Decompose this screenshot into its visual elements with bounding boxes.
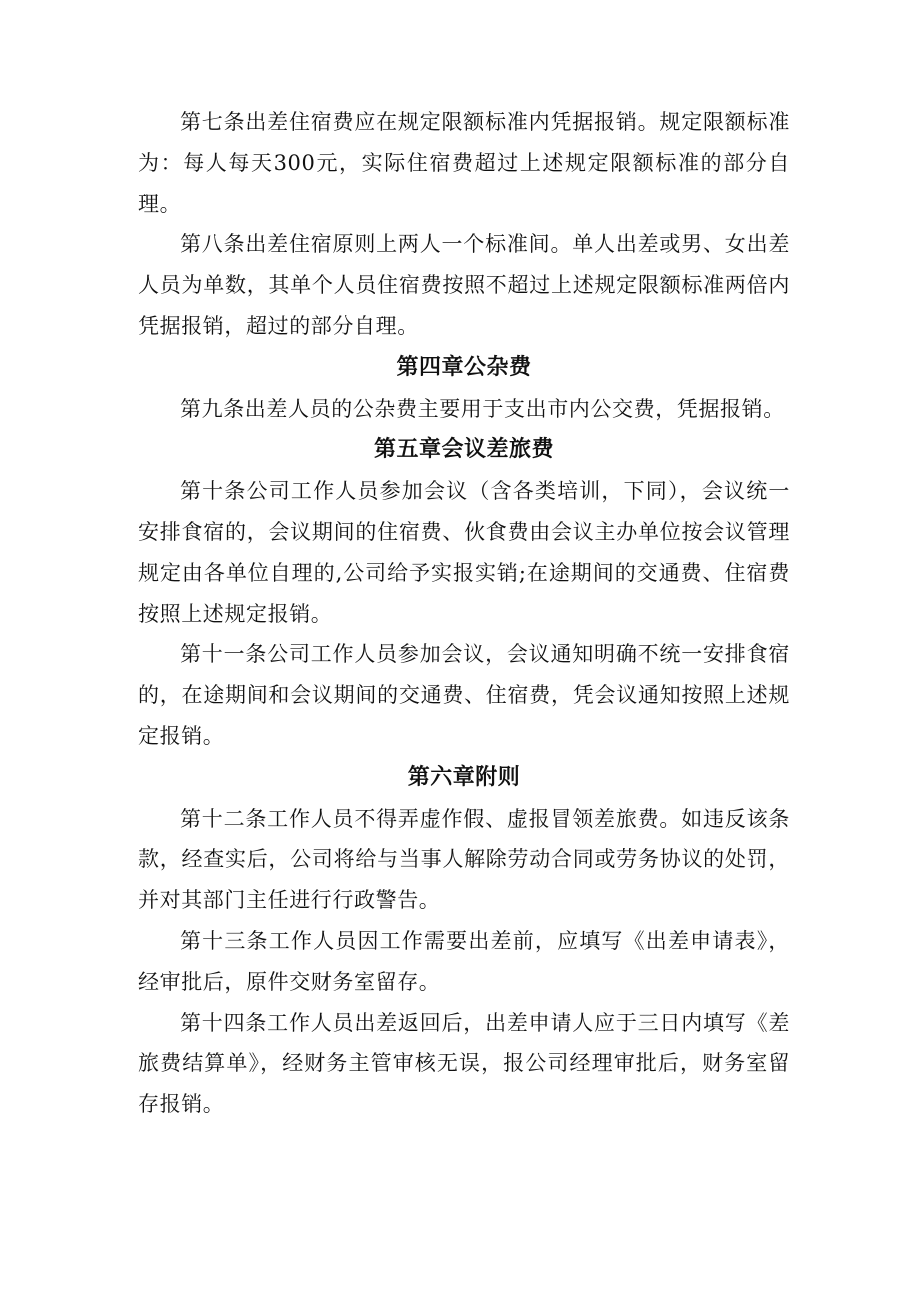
article-12-paragraph: 第十二条工作人员不得弄虚作假、虚报冒领差旅费。如违反该条款，经查实后，公司将给与当事人解除劳动合同或劳务协议的处罚，并对其部门主任进行行政警告。 — [138, 806, 790, 913]
chapter-5-heading: 第五章会议差旅费 — [373, 437, 554, 463]
chapter-6-heading: 第六章附则 — [407, 764, 521, 790]
article-8-paragraph: 第八条出差住宿原则上两人一个标准间。单人出差或男、女出差人员为单数，其单个人员住宿费按照不超过上述规定限额标准两倍内凭据报销，超过的部分自理。 — [138, 232, 790, 338]
chapter-4-heading: 第四章公杂费 — [396, 354, 532, 380]
article-14-paragraph: 第十四条工作人员出差返回后，出差申请人应于三日内填写《差旅费结算单》，经财务主管审核无误，报公司经理审批后，财务室留存报销。 — [138, 1010, 790, 1117]
article-13-paragraph: 第十三条工作人员因工作需要出差前，应填写《出差申请表》，经审批后，原件交财务室留存。 — [138, 928, 790, 994]
article-7-paragraph: 第七条出差住宿费应在规定限额标准内凭据报销。规定限额标准为：每人每天300元，实际住宿费超过上述规定限额标准的部分自理。 — [138, 110, 790, 216]
article-9-paragraph: 第九条出差人员的公杂费主要用于支出市内公交费，凭据报销。 — [180, 396, 785, 421]
document-page — [138, 102, 790, 1125]
article-10-paragraph: 第十条公司工作人员参加会议（含各类培训，下同），会议统一安排食宿的，会议期间的住宿费、伙食费由会议主办单位按会议管理规定由各单位自理的,公司给予实报实销;在途期间的交通费、住宿费按照上述规定报销。 — [138, 479, 790, 626]
article-11-paragraph: 第十一条公司工作人员参加会议，会议通知明确不统一安排食宿的，在途期间和会议期间的交通费、住宿费，凭会议通知按照上述规定报销。 — [138, 642, 790, 748]
